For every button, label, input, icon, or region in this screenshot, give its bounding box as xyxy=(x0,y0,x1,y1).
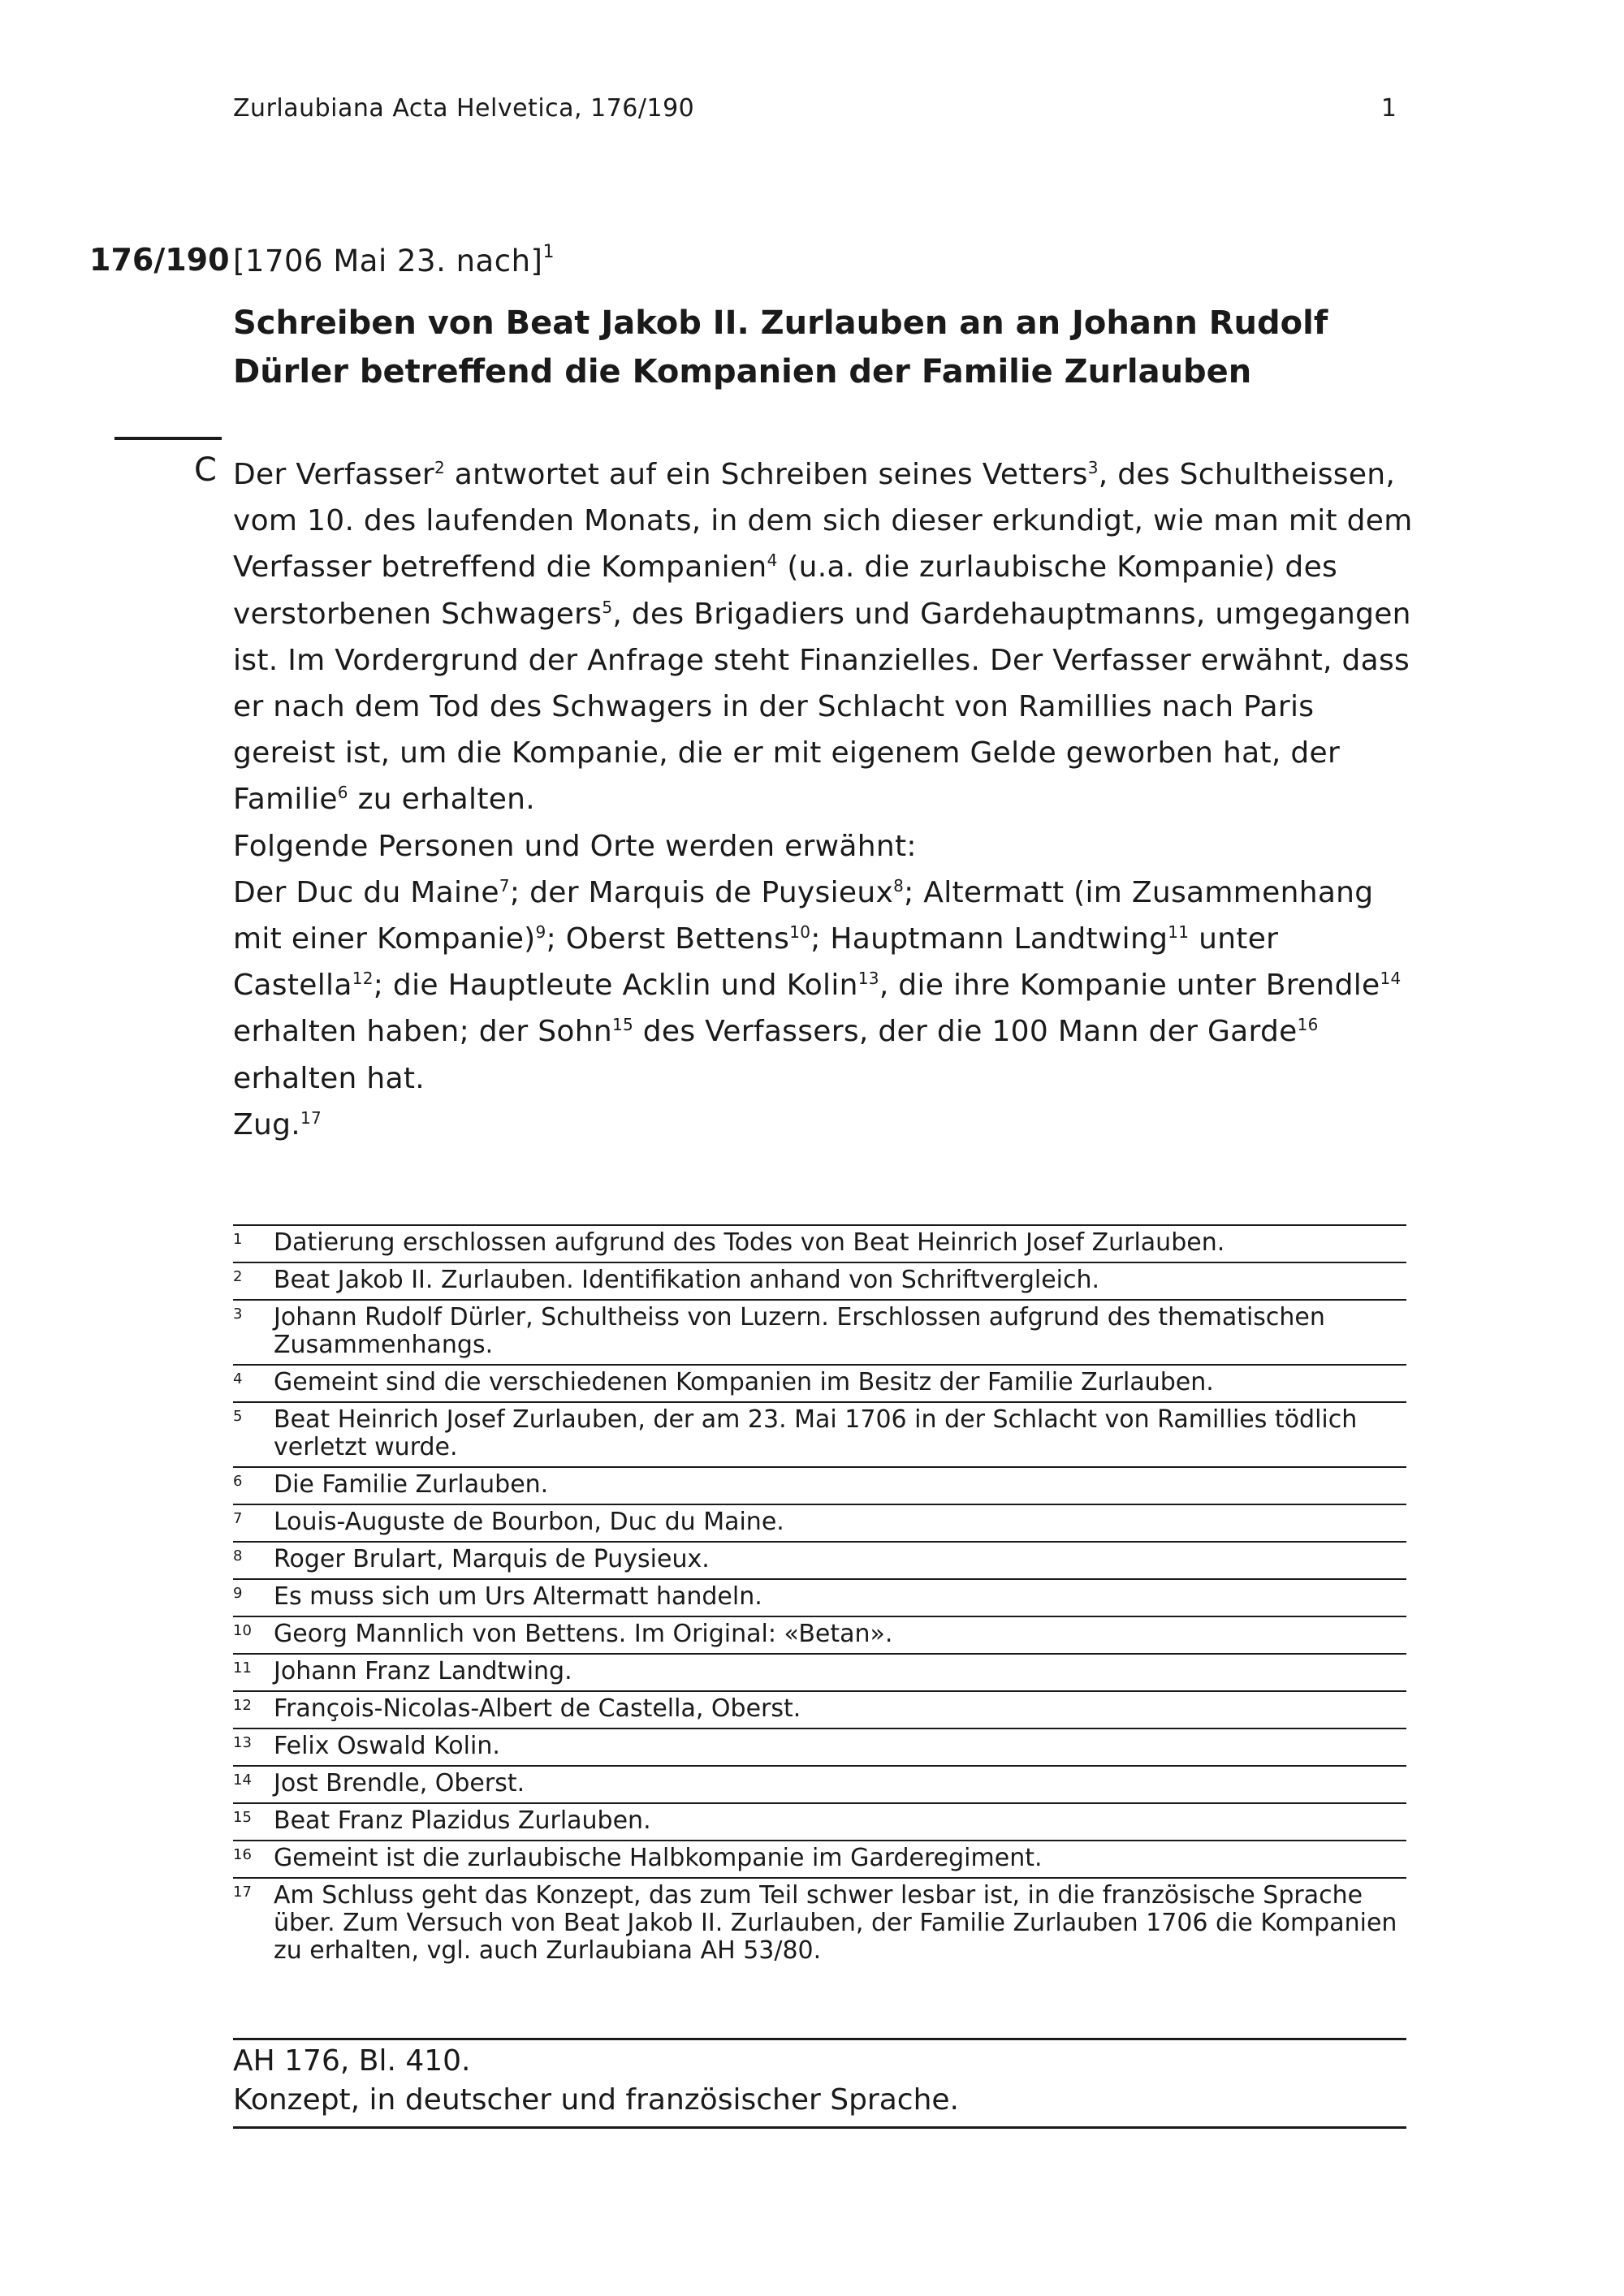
footnote-ref: 17 xyxy=(300,1107,322,1128)
footnote-text: Roger Brulart, Marquis de Puysieux. xyxy=(274,1545,710,1573)
footnote-number: 4 xyxy=(233,1370,243,1388)
footnote-ref: 11 xyxy=(1168,922,1190,943)
footnote-text: Jost Brendle, Oberst. xyxy=(274,1769,525,1798)
footnote-number: 1 xyxy=(233,1231,243,1248)
text-run: Der Verfasser xyxy=(233,458,434,491)
footnote-number: 13 xyxy=(233,1734,252,1751)
footnote-number: 12 xyxy=(233,1697,252,1714)
text-run: ; die Hauptleute Acklin und Kolin xyxy=(373,969,858,1003)
regest-paragraph xyxy=(233,870,1419,1102)
footnote-ref: 4 xyxy=(767,550,778,571)
document-type-marker: C xyxy=(194,451,217,489)
footnote-item xyxy=(233,1401,1406,1466)
footnote-number: 7 xyxy=(233,1510,243,1527)
text-run: ; Hauptmann Landtwing xyxy=(810,922,1168,956)
footnote-item xyxy=(233,1728,1406,1765)
text-run: unter Castella xyxy=(233,922,1279,1003)
footnote-text: Felix Oswald Kolin. xyxy=(274,1732,500,1760)
footnote-item xyxy=(233,1653,1406,1690)
footnote-text: Beat Heinrich Josef Zurlauben, der am 23. Mai 1706 in der Schlacht von Ramillies tödlich verletzt wurde. xyxy=(274,1405,1358,1461)
source-reference: AH 176, Bl. 410. xyxy=(233,2044,471,2078)
text-run: des Verfassers, der die 100 Mann der Garde xyxy=(633,1015,1298,1049)
text-run: antwortet auf ein Schreiben seines Vetters xyxy=(445,458,1088,491)
text-run: (u.a. die zurlaubische Kompanie) des verstorbenen Schwagers xyxy=(233,550,1338,631)
document-title: Schreiben von Beat Jakob II. Zurlauben an an Johann Rudolf Dürler betreffend die Kompanien der Familie Zurlauben xyxy=(233,304,1328,391)
footnote-number: 3 xyxy=(233,1306,243,1323)
text-run: zu erhalten. xyxy=(348,783,536,817)
text-run: , des Brigadiers und Gardehauptmanns, umgegangen ist. Im Vordergrund der Anfrage steht Finanzielles. Der Verfasser erwähnt, dass er nach dem Tod des Schwagers in der Schlacht von Ramillies nach Paris gereist ist, um die Kompanie, die er mit eigenem Gelde geworben hat, der Familie xyxy=(233,597,1411,817)
footnote-ref: 10 xyxy=(789,922,811,943)
footnote-item xyxy=(233,1262,1406,1299)
footnote-number: 5 xyxy=(233,1408,243,1425)
footnote-text: Gemeint sind die verschiedenen Kompanien im Besitz der Familie Zurlauben. xyxy=(274,1368,1214,1396)
footnote-text: Datierung erschlossen aufgrund des Todes von Beat Heinrich Josef Zurlauben. xyxy=(274,1228,1225,1257)
footnote-item xyxy=(233,1840,1406,1877)
footnote-text: Es muss sich um Urs Altermatt handeln. xyxy=(274,1582,762,1611)
page-number: 1 xyxy=(1380,94,1397,123)
footnote-text: François-Nicolas-Albert de Castella, Oberst. xyxy=(274,1694,801,1723)
footnote-number: 14 xyxy=(233,1772,252,1789)
footnote-text: Beat Jakob II. Zurlauben. Identifikation anhand von Schriftvergleich. xyxy=(274,1266,1100,1294)
footnote-number: 9 xyxy=(233,1585,243,1602)
text-run: erhalten haben; der Sohn xyxy=(233,1015,612,1049)
footnote-item xyxy=(233,1802,1406,1840)
footnote-item xyxy=(233,1541,1406,1578)
source-description: Konzept, in deutscher und französischer Sprache. xyxy=(233,2083,959,2117)
footnote-ref: 14 xyxy=(1380,969,1402,989)
footnote-ref: 5 xyxy=(602,597,613,617)
text-run: Der Duc du Maine xyxy=(233,875,499,909)
footnote-item xyxy=(233,1616,1406,1653)
footnote-ref: 2 xyxy=(434,458,446,477)
footnote-item xyxy=(233,1765,1406,1802)
footnote-ref: 16 xyxy=(1297,1015,1319,1035)
footnote-text: Louis-Auguste de Bourbon, Duc du Maine. xyxy=(274,1508,784,1536)
footnote-ref: 15 xyxy=(611,1015,634,1035)
footnote-text: Johann Franz Landtwing. xyxy=(274,1657,572,1685)
document-date-text: [1706 Mai 23. nach] xyxy=(233,244,543,278)
regest-body xyxy=(233,451,1419,1148)
footnote-item xyxy=(233,1504,1406,1541)
regest-paragraph: Folgende Personen und Orte werden erwähnt: xyxy=(233,829,917,863)
footnote-ref: 6 xyxy=(337,783,348,803)
footnote-ref: 8 xyxy=(893,875,905,896)
text-run: ; Oberst Bettens xyxy=(546,922,790,956)
footnote-item xyxy=(233,1877,1406,1970)
footnote-item xyxy=(233,1690,1406,1728)
footnote-text: Am Schluss geht das Konzept, das zum Teil schwer lesbar ist, in die französische Sprache über. Zum Versuch von Beat Jakob II. Zurlauben, der Familie Zurlauben 1706 die Kompanien zu erhalten, vgl. auch Zurlaubiana AH 53/80. xyxy=(274,1881,1397,1965)
footnote-number: 6 xyxy=(233,1473,243,1490)
footnote-item xyxy=(233,1466,1406,1504)
footnote-ref: 9 xyxy=(535,922,546,943)
footnote-text: Beat Franz Plazidus Zurlauben. xyxy=(274,1806,651,1835)
text-run: erhalten hat. xyxy=(233,1061,425,1095)
footnote-number: 15 xyxy=(233,1809,252,1826)
footnote-list xyxy=(233,1224,1406,1970)
text-run: Zug. xyxy=(233,1107,300,1142)
text-run: ; Altermatt (im Zusammenhang mit einer Kompanie) xyxy=(233,875,1374,956)
text-run: , des Schultheissen, vom 10. des laufenden Monats, in dem sich dieser erkundigt, wie man mit dem Verfasser betreffend die Kompanien xyxy=(233,458,1413,585)
footnote-ref: 3 xyxy=(1087,458,1099,477)
text-run: , die ihre Kompanie unter Brendle xyxy=(879,969,1380,1003)
footnote-ref: 13 xyxy=(857,969,879,989)
footnote-item xyxy=(233,1224,1406,1262)
footnote-number: 11 xyxy=(233,1659,252,1677)
running-header-title: Zurlaubiana Acta Helvetica, 176/190 xyxy=(233,94,695,123)
footnote-text: Georg Mannlich von Bettens. Im Original: «Betan». xyxy=(274,1620,893,1648)
footnote-ref: 1 xyxy=(542,242,555,262)
text-run: ; der Marquis de Puysieux xyxy=(509,875,894,909)
footnote-text: Die Familie Zurlauben. xyxy=(274,1470,549,1499)
footnote-number: 2 xyxy=(233,1268,243,1285)
footnote-ref: 7 xyxy=(499,875,510,896)
footnote-item xyxy=(233,1364,1406,1401)
footnote-item xyxy=(233,1299,1406,1364)
footnote-number: 10 xyxy=(233,1622,252,1639)
footnote-number: 8 xyxy=(233,1547,243,1564)
document-number: 176/190 xyxy=(89,242,230,278)
footnote-text: Johann Rudolf Dürler, Schultheiss von Luzern. Erschlossen aufgrund des thematischen Zusammenhangs. xyxy=(274,1303,1325,1359)
footnote-item xyxy=(233,1578,1406,1616)
regest-paragraph xyxy=(233,1102,1419,1148)
footnote-text: Gemeint ist die zurlaubische Halbkompanie im Garderegiment. xyxy=(274,1844,1043,1872)
footnote-ref: 12 xyxy=(352,969,374,989)
footnote-number: 16 xyxy=(233,1846,252,1863)
margin-divider xyxy=(114,437,222,440)
footnote-number: 17 xyxy=(233,1884,252,1901)
document-date xyxy=(233,244,555,278)
source-citation xyxy=(233,2038,1406,2129)
regest-paragraph xyxy=(233,451,1419,823)
